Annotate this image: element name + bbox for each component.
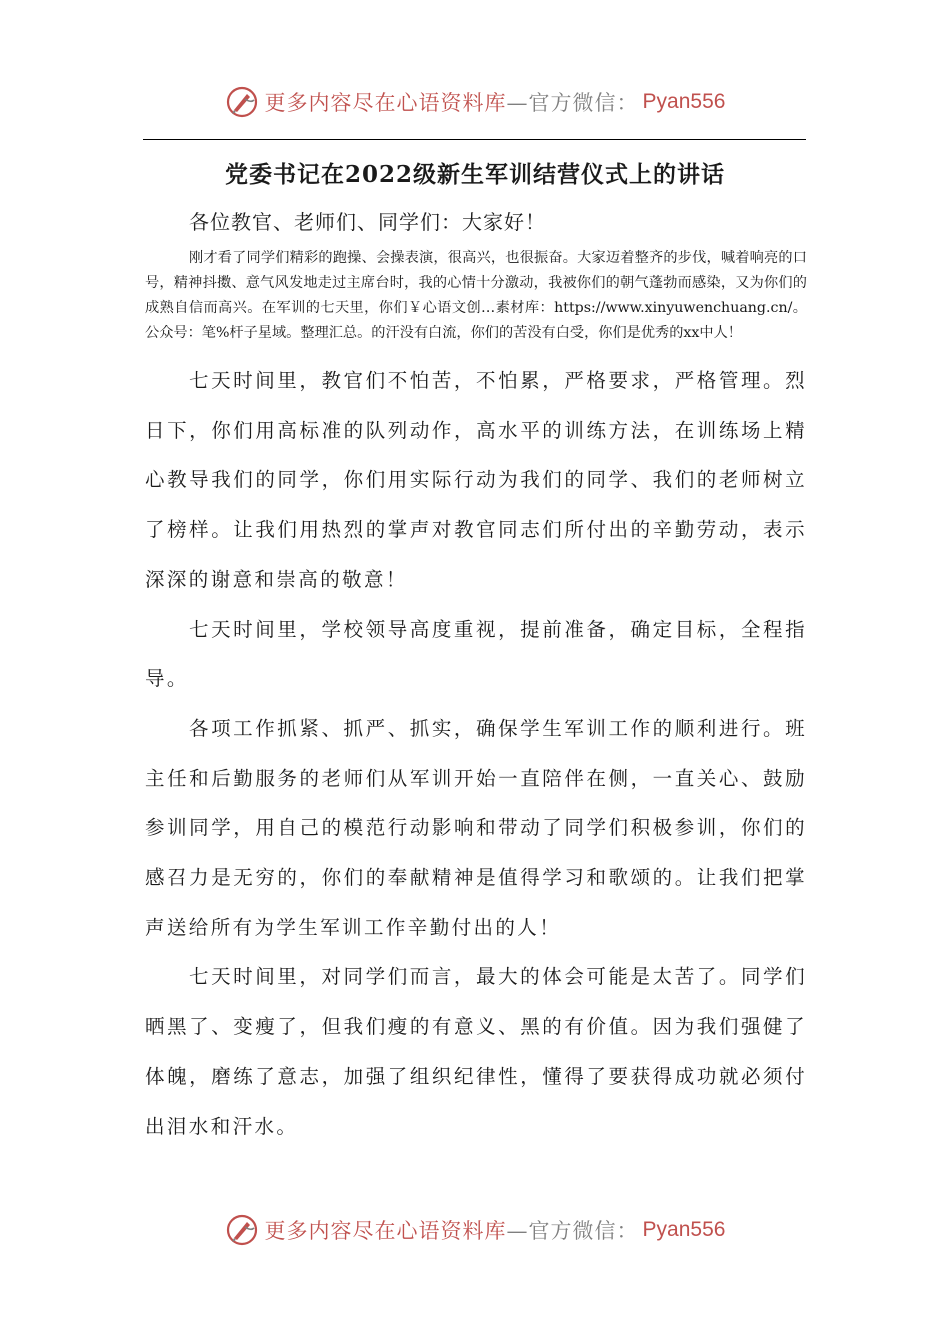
document-body — [145, 198, 807, 1151]
banner-wechat-id: Pyan556 — [642, 1218, 726, 1241]
header-divider — [143, 139, 806, 140]
pen-logo-icon — [225, 1213, 259, 1247]
header-banner — [0, 80, 950, 124]
intro-paragraph: 刚才看了同学们精彩的跑操、会操表演，很高兴，也很振奋。大家迈着整齐的步伐，喊着响亮的口号，精神抖擞、意气风发地走过主席台时，我的心情十分激动，我被你们的朝气蓬勃而感染，又为你们的成熟自信而高兴。在军训的七天里，你们￥心语文创…素材库：https://www.xinyuwenchuang.cn/。公众号：笔%杆子星域。整理汇总。的汗没有白流，你们的苦没有白受，你们是优秀的xx中人！ — [145, 250, 807, 341]
paragraph-1: 七天时间里，教官们不怕苦，不怕累，严格要求，严格管理。烈日下，你们用高标准的队列动作，高水平的训练方法，在训练场上精心教导我们的同学，你们用实际行动为我们的同学、我们的老师树立了榜样。让我们用热烈的掌声对教官同志们所付出的辛勤劳动，表示深深的谢意和崇高的敬意！ — [145, 369, 807, 591]
paragraph-2: 七天时间里，学校领导高度重视，提前准备，确定目标，全程指导。 — [145, 617, 807, 691]
pen-logo-icon — [225, 85, 259, 119]
document-title: 党委书记在2022级新生军训结营仪式上的讲话 — [224, 161, 725, 188]
paragraph-3: 各项工作抓紧、抓严、抓实，确保学生军训工作的顺利进行。班主任和后勤服务的老师们从军训开始一直陪伴在侧，一直关心、鼓励参训同学，用自己的模范行动影响和带动了同学们积极参训，你们的感召力是无穷的，你们的奉献精神是值得学习和歌颂的。让我们把掌声送给所有为学生军训工作辛勤付出的人！ — [145, 716, 807, 939]
banner-separator: —官方微信： — [506, 1219, 639, 1243]
banner-wechat-id: Pyan556 — [642, 90, 726, 113]
banner-title: 更多内容尽在心语资料库 — [264, 91, 507, 115]
banner-title: 更多内容尽在心语资料库 — [264, 1219, 507, 1243]
greeting: 各位教官、老师们、同学们：大家好！ — [189, 210, 546, 234]
paragraph-4: 七天时间里，对同学们而言，最大的体会可能是太苦了。同学们晒黑了、变瘦了，但我们瘦的有意义、黑的有价值。因为我们强健了体魄，磨练了意志，加强了组织纪律性，懂得了要获得成功就必须付出泪水和汗水。 — [145, 965, 807, 1138]
footer-banner — [0, 1208, 950, 1252]
banner-separator: —官方微信： — [506, 91, 639, 115]
